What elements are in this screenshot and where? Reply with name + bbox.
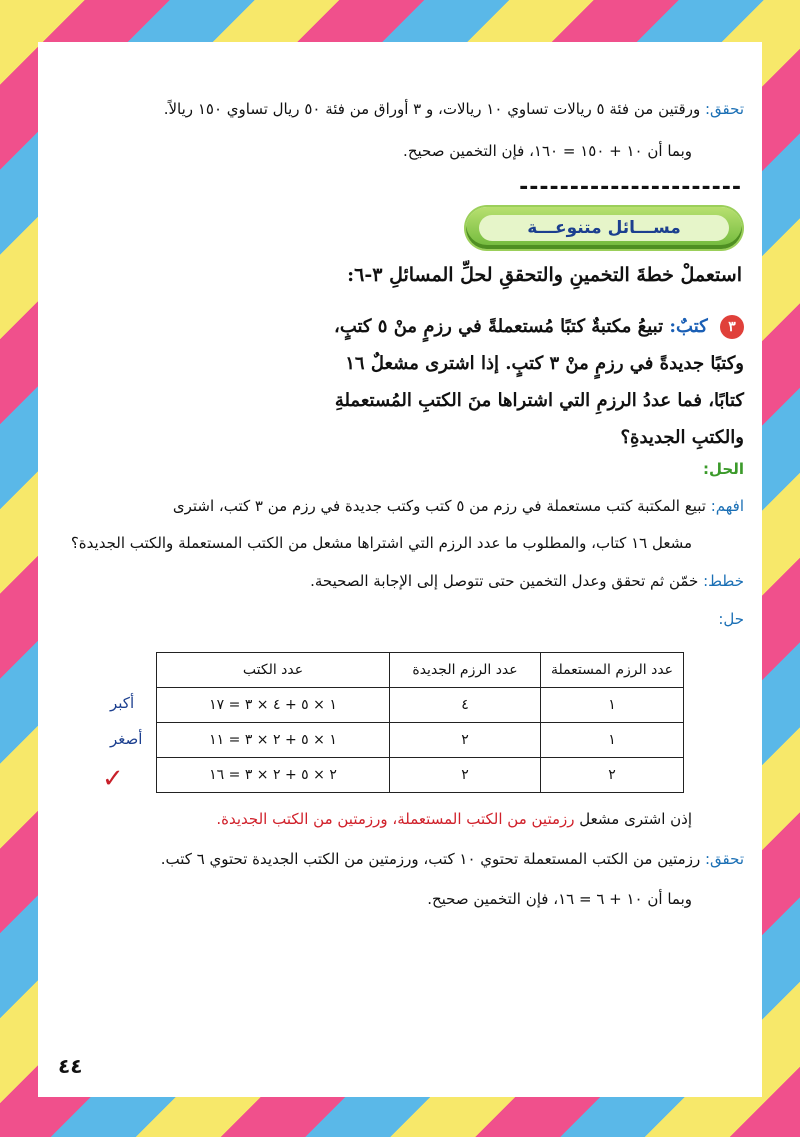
cell-total: ٢ × ٥ + ٢ × ٣ = ١٦ bbox=[157, 758, 390, 793]
check-top-label: تحقق: bbox=[704, 100, 744, 118]
guess-check-table bbox=[156, 652, 684, 793]
table-header-row bbox=[157, 653, 684, 688]
understand-line2: مشعل ١٦ كتاب، والمطلوب ما عدد الرزم التي اشتراها مشعل من الكتب المستعملة والكتب الجديدة؟ bbox=[70, 534, 692, 552]
check-top-line1 bbox=[56, 100, 744, 118]
table-row bbox=[157, 723, 684, 758]
conclusion-used: رزمتين من الكتب المستعملة، bbox=[392, 810, 575, 828]
note-larger: أكبر bbox=[110, 694, 135, 712]
understand-label: افهم: bbox=[710, 497, 744, 515]
header-total: عدد الكتب bbox=[157, 653, 390, 688]
cell-used: ٢ bbox=[541, 758, 684, 793]
conclusion-prefix: إذن اشترى مشعل bbox=[579, 810, 692, 828]
check-top-text1: ورقتين من فئة ٥ ريالات تساوي ١٠ ريالات، و ٣ أوراق من فئة ٥٠ ريال تساوي ١٥٠ ريالاً. bbox=[163, 100, 701, 118]
section-heading: استعملْ خطةَ التخمينِ والتحققِ لحلِّ المسائلِ ٣-٦: bbox=[347, 264, 742, 286]
header-used: عدد الرزم المستعملة bbox=[541, 653, 684, 688]
divider: ---------------------- bbox=[519, 175, 742, 200]
cell-used: ١ bbox=[541, 723, 684, 758]
solution-label: الحل: bbox=[703, 460, 744, 478]
plan-label: خطط: bbox=[703, 572, 744, 590]
plan-line bbox=[56, 572, 744, 590]
textbook-page bbox=[38, 42, 762, 1097]
check-bottom-text1: رزمتين من الكتب المستعملة تحتوي ١٠ كتب، ورزمتين من الكتب الجديدة تحتوي ٦ كتب. bbox=[160, 850, 701, 868]
problem-topic: كتبٌ: bbox=[669, 316, 708, 337]
banner-title: مســـائل متنوعـــة bbox=[479, 215, 729, 241]
check-bottom-line2: وبما أن ١٠ + ٦ = ١٦، فإن التخمين صحيح. bbox=[427, 890, 692, 908]
plan-text: خمّن ثم تحقق وعدل التخمين حتى تتوصل إلى الإجابة الصحيحة. bbox=[310, 572, 699, 590]
check-top-line2: وبما أن ١٠ + ١٥٠ = ١٦٠، فإن التخمين صحيح. bbox=[403, 142, 692, 160]
conclusion-line bbox=[56, 810, 692, 828]
solve-label: حل: bbox=[718, 610, 744, 628]
checkmark-icon: ✓ bbox=[102, 764, 124, 794]
cell-new: ٤ bbox=[390, 688, 541, 723]
cell-new: ٢ bbox=[390, 758, 541, 793]
problem-number-badge: ٣ bbox=[720, 315, 744, 339]
page-number: ٤٤ bbox=[58, 1054, 83, 1078]
understand-text1: تبيع المكتبة كتب مستعملة في رزم من ٥ كتب وكتب جديدة في رزم من ٣ كتب، اشترى bbox=[172, 497, 706, 515]
section-banner bbox=[466, 207, 742, 249]
cell-new: ٢ bbox=[390, 723, 541, 758]
problem-text: تبيعُ مكتبةٌ كتبًا مُستعملةً في رزمٍ منْ ٥ كتبٍ، وكتبًا جديدةً في رزمٍ منْ ٣ كتبٍ. إذا اشترى مشعلٌ ١٦ كتابًا، فما عددُ الرزمِ التي اشتراها منَ الكتبِ المُستعملةِ والكتبِ الجديدةِ؟ bbox=[334, 316, 744, 448]
header-new: عدد الرزم الجديدة bbox=[390, 653, 541, 688]
problem-3 bbox=[324, 308, 744, 456]
check-bottom-line1 bbox=[56, 850, 744, 868]
table-row bbox=[157, 688, 684, 723]
cell-total: ١ × ٥ + ٢ × ٣ = ١١ bbox=[157, 723, 390, 758]
conclusion-new: ورزمتين من الكتب الجديدة. bbox=[216, 810, 388, 828]
cell-used: ١ bbox=[541, 688, 684, 723]
cell-total: ١ × ٥ + ٤ × ٣ = ١٧ bbox=[157, 688, 390, 723]
check-bottom-label: تحقق: bbox=[704, 850, 744, 868]
understand-line1 bbox=[56, 497, 744, 515]
table-row bbox=[157, 758, 684, 793]
note-smaller: أصغر bbox=[110, 730, 143, 748]
